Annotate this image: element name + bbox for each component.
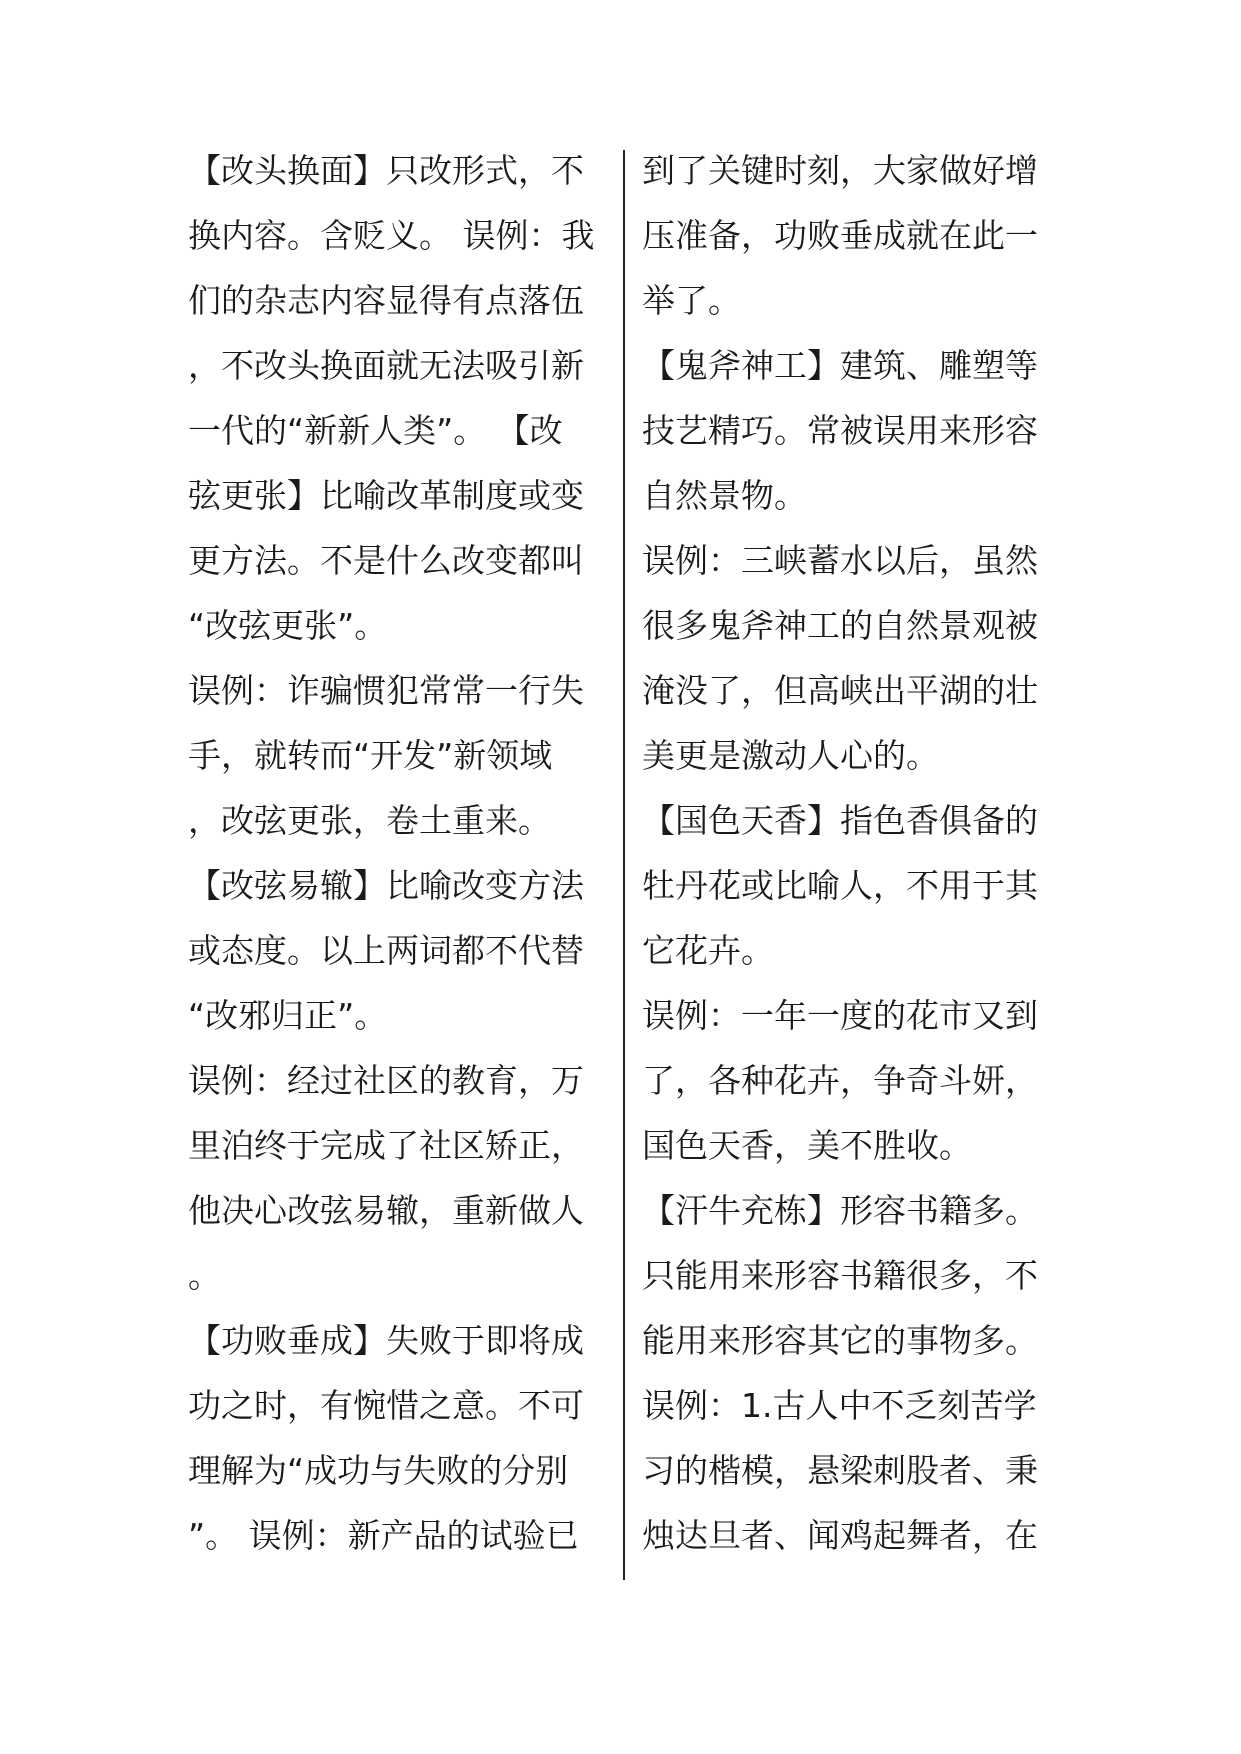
text-line: 国色天香，美不胜收。 (642, 1126, 972, 1165)
text-line: 他决心改弦易辙，重新做人 (188, 1191, 584, 1230)
text-line: 到了关键时刻，大家做好增 (642, 151, 1038, 190)
text-line: 误例：一年一度的花市又到 (642, 996, 1038, 1035)
text-line: 牡丹花或比喻人，不用于其 (642, 866, 1038, 905)
text-line: 一代的“新新人类”。 【改 (188, 411, 563, 450)
text-line: 【国色天香】指色香俱备的 (642, 801, 1038, 840)
text-line: 它花卉。 (642, 931, 774, 970)
text-line: “改邪归正”。 (188, 996, 388, 1035)
text-line: 【鬼斧神工】建筑、雕塑等 (642, 346, 1038, 385)
text-line: 误例：经过社区的教育，万 (188, 1061, 584, 1100)
text-line: 能用来形容其它的事物多。 (642, 1321, 1038, 1360)
text-line: 淹没了，但高峡出平湖的壮 (642, 671, 1038, 710)
column-divider (623, 150, 625, 1580)
text-line: 美更是激动人心的。 (642, 736, 939, 775)
text-line: 误例：三峡蓄水以后，虽然 (642, 541, 1038, 580)
text-line: 【汗牛充栋】形容书籍多。 (642, 1191, 1038, 1230)
right-text-column (642, 138, 1052, 1568)
text-line: 。 (188, 1256, 221, 1295)
text-line: 举了。 (642, 281, 741, 320)
text-line: 更方法。不是什么改变都叫 (188, 541, 584, 580)
text-line: ”。 误例：新产品的试验已 (188, 1516, 579, 1555)
text-line: 功之时，有惋惜之意。不可 (188, 1386, 584, 1425)
text-line: 【改头换面】只改形式，不 (188, 151, 584, 190)
text-line: 压准备，功败垂成就在此一 (642, 216, 1038, 255)
text-line: 弦更张】比喻改革制度或变 (188, 476, 584, 515)
text-line: 换内容。含贬义。 误例：我 (188, 216, 595, 255)
text-line: 很多鬼斧神工的自然景观被 (642, 606, 1038, 645)
text-line: 里泊终于完成了社区矫正， (188, 1126, 584, 1165)
text-line: 【改弦易辙】比喻改变方法 (188, 866, 584, 905)
text-line: 自然景物。 (642, 476, 807, 515)
text-line: 理解为“成功与失败的分别 (188, 1451, 569, 1490)
text-line: 习的楷模，悬梁刺股者、秉 (642, 1451, 1038, 1490)
text-line: ，改弦更张，卷土重来。 (188, 801, 551, 840)
text-line: 误例：诈骗惯犯常常一行失 (188, 671, 584, 710)
text-line: 技艺精巧。常被误用来形容 (642, 411, 1038, 450)
text-line: 烛达旦者、闻鸡起舞者，在 (642, 1516, 1038, 1555)
text-line: 了，各种花卉，争奇斗妍， (642, 1061, 1038, 1100)
text-line: 误例：1.古人中不乏刻苦学 (642, 1386, 1037, 1425)
text-line: 【功败垂成】失败于即将成 (188, 1321, 584, 1360)
text-line: 只能用来形容书籍很多，不 (642, 1256, 1038, 1295)
text-line: 手，就转而“开发”新领域 (188, 736, 553, 775)
text-line: “改弦更张”。 (188, 606, 388, 645)
text-line: ，不改头换面就无法吸引新 (188, 346, 584, 385)
text-line: 们的杂志内容显得有点落伍 (188, 281, 584, 320)
left-text-column (188, 138, 598, 1568)
text-line: 或态度。以上两词都不代替 (188, 931, 584, 970)
